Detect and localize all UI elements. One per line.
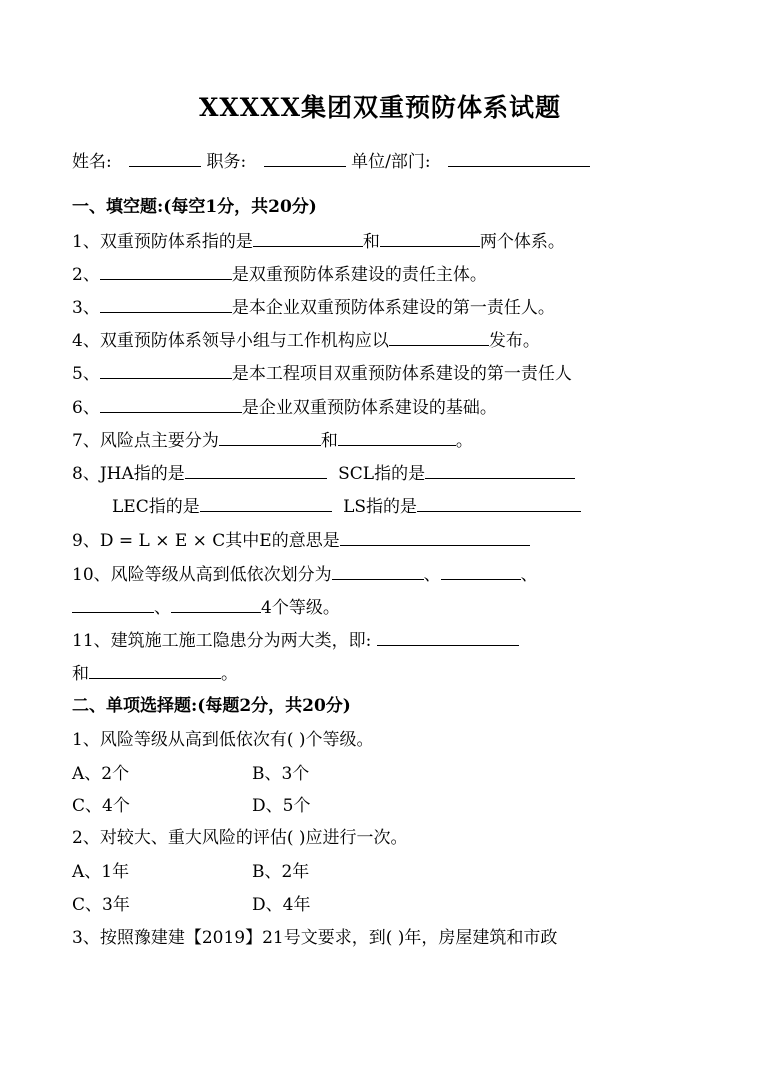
option-a[interactable]: A、1年 [72,862,130,882]
blank[interactable] [100,263,232,280]
blank[interactable] [417,495,581,512]
blank[interactable] [377,629,519,646]
q1-10a: 10、风险等级从高到低依次划分为 、 、 [72,565,538,585]
q2-1: 1、风险等级从高到低依次有( )个等级。 [72,730,374,750]
q1-7: 7、风险点主要分为 和 。 [72,431,473,451]
q2-2-options-cd [72,894,311,916]
q1-5: 5、 是本工程项目双重预防体系建设的第一责任人 [72,364,572,384]
q1-11b: 和 。 [72,664,238,684]
blank[interactable] [441,563,521,580]
dept-label: 单位/部门: [351,152,431,172]
blank[interactable] [425,462,575,479]
blank[interactable] [100,396,242,413]
q1-8a: 8、JHA指的是 SCL指的是 [72,462,575,485]
blank[interactable] [380,230,480,247]
blank[interactable] [219,429,321,446]
option-a[interactable]: A、2个 [72,764,130,784]
blank[interactable] [100,362,232,379]
name-label: 姓名: [72,152,112,172]
section2-heading: 二、单项选择题:(每题2分，共20分) [72,696,351,716]
q1-11a: 11、建筑施工施工隐患分为两大类，即: [72,629,519,652]
q1-4: 4、双重预防体系领导小组与工作机构应以 发布。 [72,331,540,351]
q1-9: 9、D = L × E × C其中E的意思是 [72,529,530,552]
option-b[interactable]: B、2年 [252,862,310,882]
q1-2: 2、 是双重预防体系建设的责任主体。 [72,265,487,285]
option-c[interactable]: C、3年 [72,895,130,915]
q1-3: 3、 是本企业双重预防体系建设的第一责任人。 [72,298,555,318]
q1-6: 6、 是企业双重预防体系建设的基础。 [72,398,497,418]
q1-1: 1、双重预防体系指的是 和 两个体系。 [72,232,565,252]
position-label: 职务: [206,152,247,172]
blank[interactable] [72,596,154,613]
q2-3: 3、按照豫建建【2019】21号文要求，到( )年，房屋建筑和市政 [72,928,558,948]
q1-10b: 、 4个等级。 [72,596,340,619]
option-d[interactable]: D、4年 [252,895,311,915]
blank[interactable] [200,495,332,512]
position-blank[interactable] [264,150,346,167]
header-fields [72,150,590,173]
page-title: XXXXX集团双重预防体系试题 [199,93,561,122]
dept-blank[interactable] [448,150,590,167]
blank[interactable] [332,563,424,580]
blank[interactable] [185,462,327,479]
q2-2: 2、对较大、重大风险的评估( )应进行一次。 [72,828,408,848]
option-c[interactable]: C、4个 [72,796,130,816]
blank[interactable] [338,429,456,446]
q2-2-options-ab [72,861,310,883]
name-blank[interactable] [129,150,201,167]
section1-heading: 一、填空题:(每空1分，共20分) [72,197,317,217]
blank[interactable] [253,230,363,247]
blank[interactable] [89,662,221,679]
q1-8b: LEC指的是 LS指的是 [112,495,581,518]
q2-1-options-cd [72,795,311,817]
q2-1-options-ab [72,763,310,785]
blank[interactable] [389,329,489,346]
blank[interactable] [340,529,530,546]
blank[interactable] [100,296,232,313]
option-b[interactable]: B、3个 [252,764,310,784]
blank[interactable] [171,596,261,613]
option-d[interactable]: D、5个 [252,796,311,816]
